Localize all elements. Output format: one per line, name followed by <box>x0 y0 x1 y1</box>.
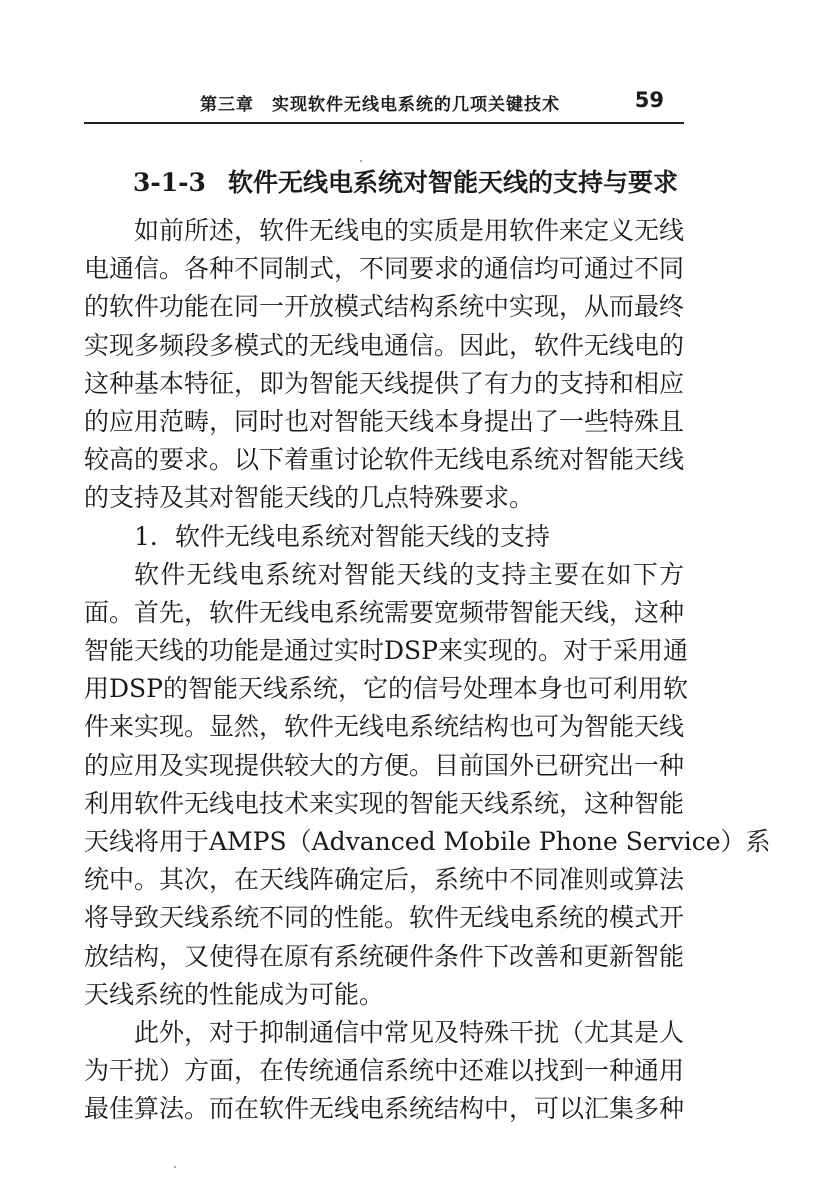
paragraph-line: 天线系统的性能成为可能。 <box>84 979 385 1009</box>
paragraph-line: 用DSP的智能天线系统，它的信号处理本身也可利用软 <box>84 674 688 704</box>
paragraph-line: 将导致天线系统不同的性能。软件无线电系统的模式开 <box>84 903 685 933</box>
scan-speck <box>360 160 362 162</box>
paragraph-line: 的应用范畴，同时也对智能天线本身提出了一些特殊且 <box>84 406 685 436</box>
paragraph-line: 天线将用于AMPS（Advanced Mobile Phone Service）系 <box>84 827 771 856</box>
paragraph-line: 智能天线的功能是通过实时DSP来实现的。对于采用通 <box>84 636 688 666</box>
paragraph-line: 统中。其次，在天线阵确定后，系统中不同准则或算法 <box>84 865 685 895</box>
paragraph-line: 为干扰）方面，在传统通信系统中还难以找到一种通用 <box>84 1056 685 1086</box>
subsection-heading: 1．软件无线电系统对智能天线的支持 <box>134 521 550 551</box>
paragraph-line: 实现多频段多模式的无线电通信。因此，软件无线电的 <box>84 330 685 360</box>
paragraph-line: 的支持及其对智能天线的几点特殊要求。 <box>84 483 535 513</box>
paragraph-line: 的应用及实现提供较大的方便。目前国外已研究出一种 <box>84 750 685 780</box>
section-heading <box>133 163 678 199</box>
paragraph-line: 的软件功能在同一开放模式结构系统中实现，从而最终 <box>84 292 685 322</box>
paragraph-line: 放结构，又使得在原有系统硬件条件下改善和更新智能 <box>84 941 685 971</box>
paragraph-line: 电通信。各种不同制式，不同要求的通信均可通过不同 <box>84 254 685 284</box>
paragraph-line: 此外，对于抑制通信中常见及特殊干扰（尤其是人 <box>134 1017 685 1047</box>
section-number: 3-1-3 <box>133 168 206 197</box>
section-title: 软件无线电系统对智能天线的支持与要求 <box>227 168 678 197</box>
page-number: 59 <box>634 88 664 112</box>
paragraph-line: 较高的要求。以下着重讨论软件无线电系统对智能天线 <box>84 445 685 475</box>
paragraph-line: 最佳算法。而在软件无线电系统结构中，可以汇集多种 <box>84 1094 685 1124</box>
paragraph-line: 件来实现。显然，软件无线电系统结构也可为智能天线 <box>84 712 685 742</box>
body-text <box>84 212 771 1129</box>
paragraph-line: 软件无线电系统对智能天线的支持主要在如下方 <box>134 559 684 589</box>
paragraph-line: 利用软件无线电技术来实现的智能天线系统，这种智能 <box>84 788 685 818</box>
scan-speck <box>174 1166 176 1168</box>
running-header <box>84 88 684 124</box>
chapter-title: 第三章 实现软件无线电系统的几项关键技术 <box>200 95 560 115</box>
paragraph-line: 面。首先，软件无线电系统需要宽频带智能天线，这种 <box>84 597 685 627</box>
paragraph-line: 这种基本特征，即为智能天线提供了有力的支持和相应 <box>84 368 685 398</box>
paragraph-line: 如前所述，软件无线电的实质是用软件来定义无线 <box>134 216 685 245</box>
